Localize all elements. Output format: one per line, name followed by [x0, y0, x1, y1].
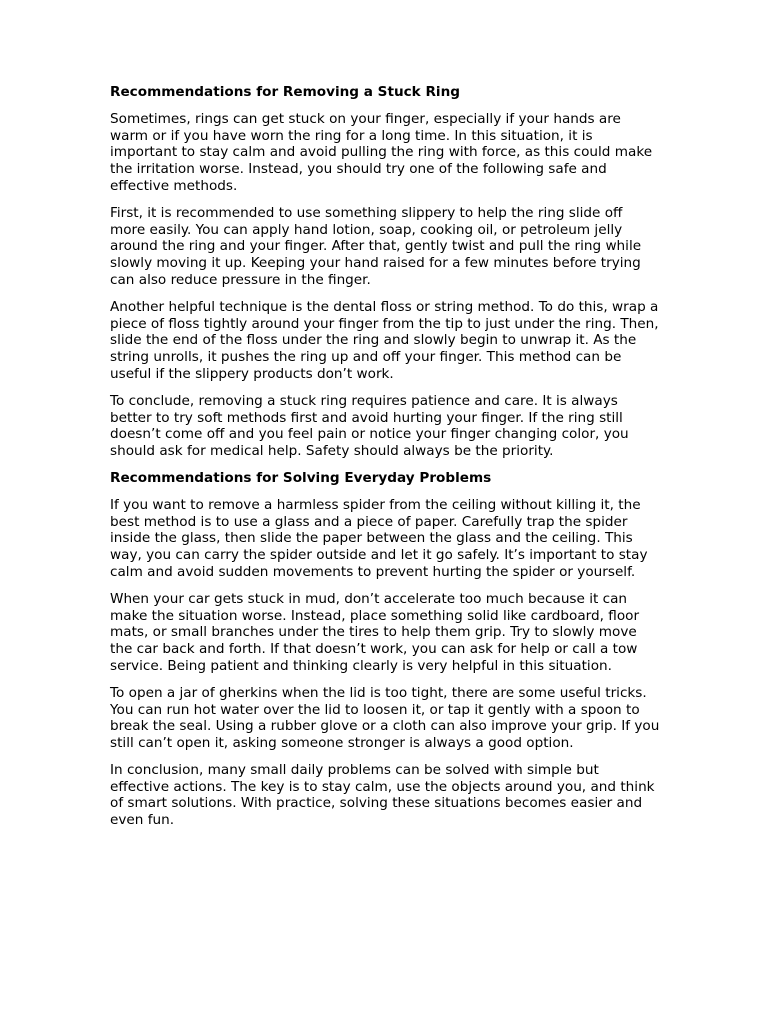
paragraph: Another helpful technique is the dental floss or string method. To do this, wrap a piece of floss tightly around your finger from the tip to just under the ring. Then, slide the end of the floss under the ring and slowly begin to unwrap it. As the string unrolls, it pushes the ring up and off your finger. This method can be useful if the slippery products don’t work.	[110, 298, 659, 382]
paragraph: To conclude, removing a stuck ring requires patience and care. It is always better to try soft methods first and avoid hurting your finger. If the ring still doesn’t come off and you feel pain or notice your finger changing color, you should ask for medical help. Safety should always be the priority.	[110, 392, 629, 460]
section-everyday-problems	[110, 470, 660, 829]
paragraph: If you want to remove a harmless spider from the ceiling without killing it, the best method is to use a glass and a piece of paper. Carefully trap the spider inside the glass, then slide the paper between the glass and the ceiling. This way, you can carry the spider outside and let it go safely. It’s important to stay calm and avoid sudden movements to prevent hurting the spider or yourself.	[110, 496, 648, 580]
paragraph: First, it is recommended to use something slippery to help the ring slide off more easily. You can apply hand lotion, soap, cooking oil, or petroleum jelly around the ring and your finger. After that, gently twist and pull the ring while slowly moving it up. Keeping your hand raised for a few minutes before trying can also reduce pressure in the finger.	[110, 204, 642, 288]
paragraph: To open a jar of gherkins when the lid is too tight, there are some useful tricks. You can run hot water over the lid to loosen it, or tap it gently with a spoon to break the seal. Using a rubber glove or a cloth can also improve your grip. If you still can’t open it, asking someone stronger is always a good option.	[110, 684, 660, 752]
paragraph: In conclusion, many small daily problems can be solved with simple but effective actions. The key is to stay calm, use the objects around you, and think of smart solutions. With practice, solving these situations becomes easier and even fun.	[110, 761, 655, 829]
document-page	[110, 84, 660, 839]
section-heading: Recommendations for Removing a Stuck Ring	[110, 84, 460, 100]
section-heading: Recommendations for Solving Everyday Problems	[110, 469, 492, 486]
paragraph: When your car gets stuck in mud, don’t accelerate too much because it can make the situation worse. Instead, place something solid like cardboard, floor mats, or small branches under the tires to help them grip. Try to slowly move the car back and forth. If that doesn’t work, you can ask for help or call a tow service. Being patient and thinking clearly is very helpful in this situation.	[110, 590, 640, 674]
paragraph: Sometimes, rings can get stuck on your finger, especially if your hands are warm or if you have worn the ring for a long time. In this situation, it is important to stay calm and avoid pulling the ring with force, as this could make the irritation worse. Instead, you should try one of the following safe and effective methods.	[110, 110, 653, 194]
section-stuck-ring	[110, 84, 660, 460]
